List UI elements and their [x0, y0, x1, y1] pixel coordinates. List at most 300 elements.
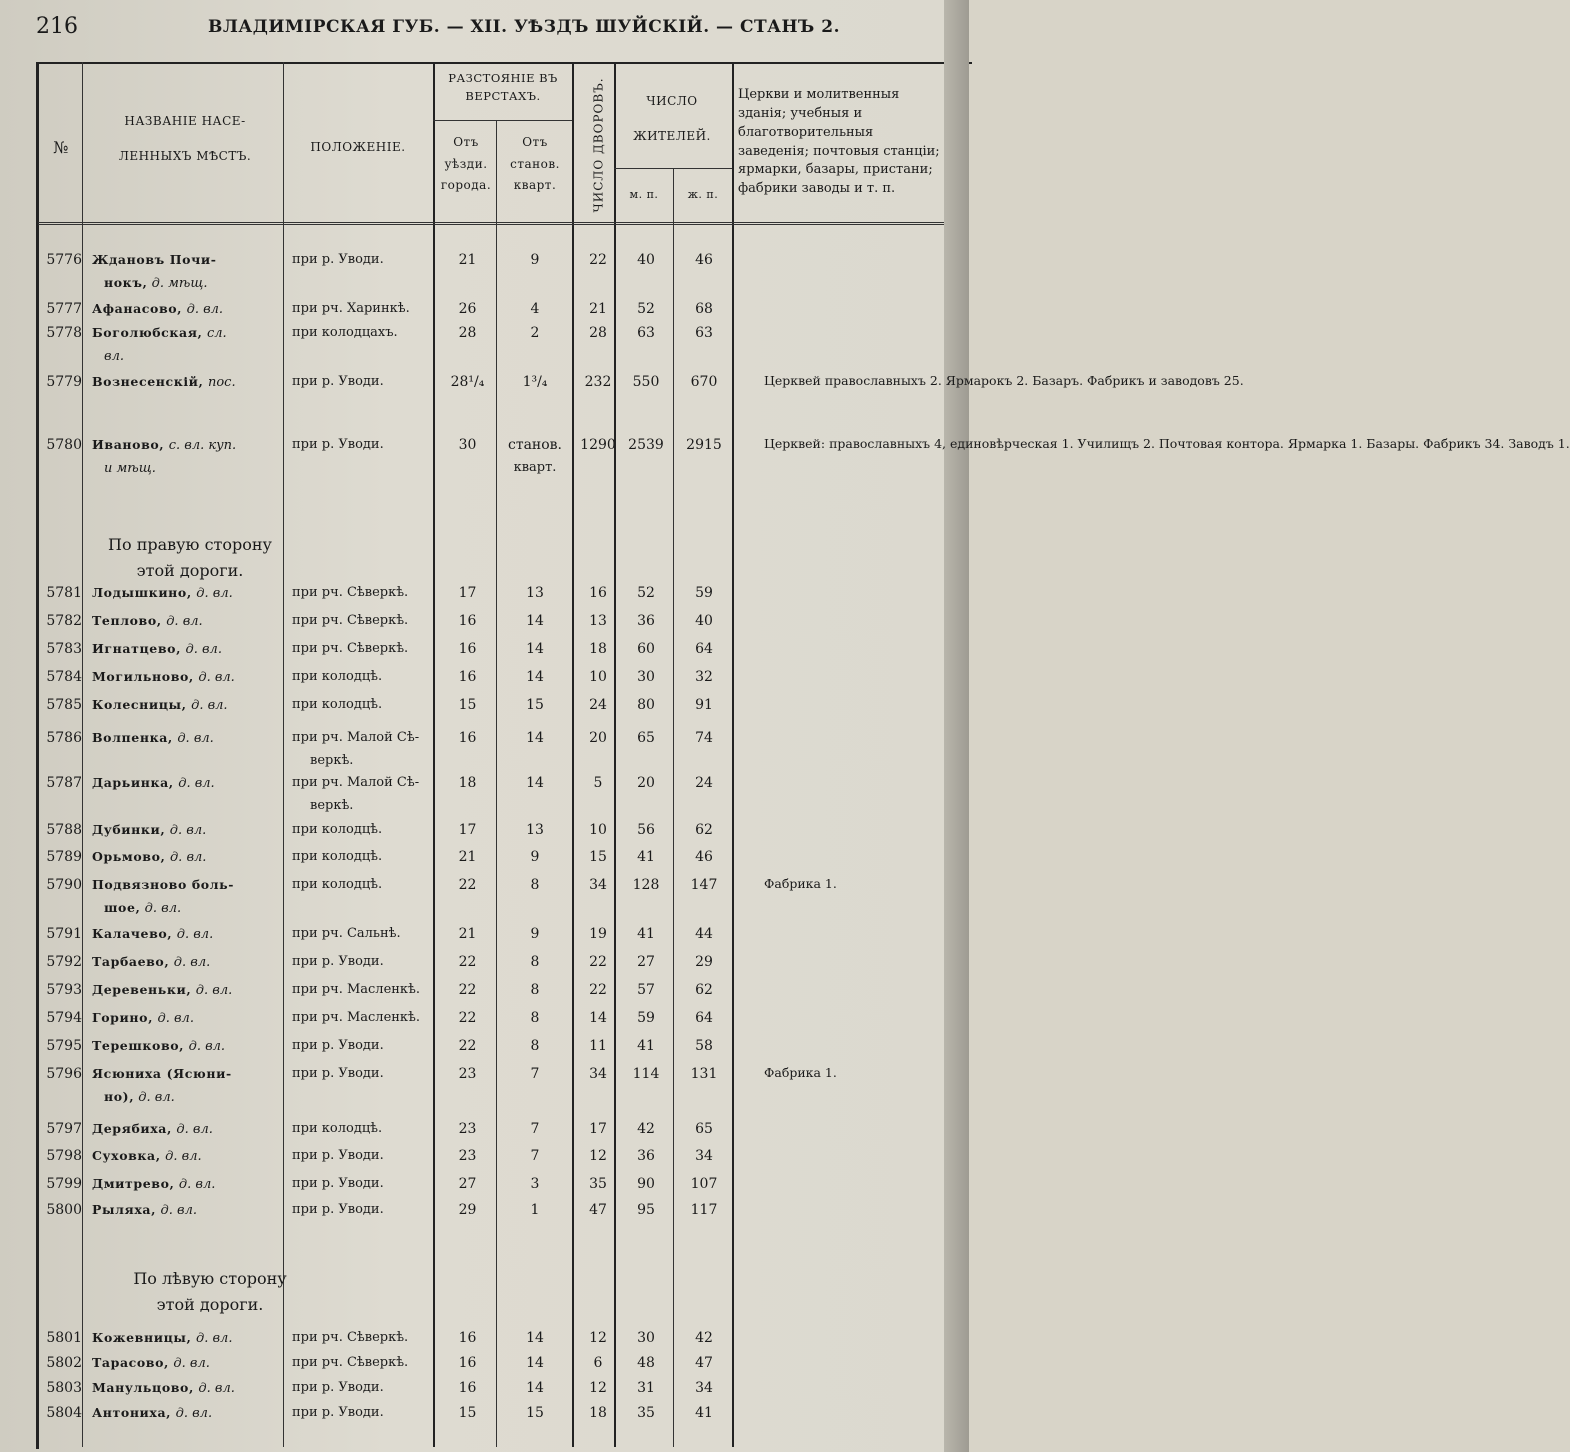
table-row-continuation [0, 798, 969, 820]
place-position: при колодцахъ. [292, 325, 398, 340]
place-name-text: Лодышкино, [92, 585, 192, 600]
place-position: при рч. Сѣверкѣ. [292, 1355, 409, 1370]
distance-town: 16 [458, 669, 477, 685]
section-left-side: По лѣвую сторону этой дороги. [133, 1269, 287, 1314]
place-name [92, 730, 282, 746]
place-type: д. вл. [195, 983, 233, 998]
place-name [92, 1202, 282, 1218]
row-number: 5793 [46, 982, 82, 998]
place-type: д. вл. [160, 1203, 198, 1218]
place-name [92, 926, 282, 942]
table-row-continuation [0, 460, 969, 482]
place-type-cont: д. вл. [144, 901, 182, 916]
header-num: № [53, 138, 69, 157]
distance-station: 1 [530, 1202, 540, 1218]
female-count: 65 [695, 1121, 713, 1137]
distance-town: 16 [458, 730, 477, 746]
place-name-text: Кожевницы, [92, 1330, 192, 1345]
male-count: 63 [637, 325, 655, 341]
female-count: 74 [695, 730, 713, 746]
place-position: при р. Уводи. [292, 374, 384, 389]
distance-town: 28 [458, 325, 477, 341]
notes: Фабрика 1. [764, 876, 837, 891]
running-title: ВЛАДИМІРСКАЯ ГУБ. — XII. УѢЗДЪ ШУЙСКІЙ. — СТАНЪ 2. [208, 17, 840, 37]
distance-station-cont: кварт. [513, 460, 557, 475]
place-position: при р. Уводи. [292, 1148, 384, 1163]
distance-station: 8 [530, 1038, 540, 1054]
place-name [92, 822, 282, 838]
table-row [0, 613, 969, 635]
male-count: 40 [637, 252, 655, 268]
distance-station: 7 [530, 1066, 540, 1082]
male-count: 65 [637, 730, 655, 746]
place-type: д. вл. [175, 1406, 213, 1421]
page-edge [944, 0, 969, 1452]
distance-town: 18 [458, 775, 477, 791]
place-name-text: Теплово, [92, 613, 162, 628]
place-name [92, 1148, 282, 1164]
distance-town: 23 [458, 1148, 477, 1164]
households: 34 [589, 877, 607, 893]
place-name [92, 982, 282, 998]
running-head [0, 12, 969, 42]
place-name-text: Могильново, [92, 669, 194, 684]
male-count: 57 [637, 982, 655, 998]
row-number: 5776 [46, 252, 82, 268]
place-type: д. вл. [195, 1331, 233, 1346]
row-number: 5797 [46, 1121, 82, 1137]
place-position: при колодцѣ. [292, 822, 383, 837]
place-type: д. вл. [178, 1177, 216, 1192]
row-number: 5804 [46, 1405, 82, 1421]
row-number: 5791 [46, 926, 82, 942]
header-notes: Церкви и молитвенныя зданія; учебныя и благотворительныя заведенія; почтовыя станціи; ярмарки, базары, пристани; фабрики заводы и т. п. [738, 87, 940, 197]
distance-town: 21 [458, 849, 477, 865]
table-row [0, 669, 969, 691]
distance-station: 14 [526, 613, 544, 629]
header-female: ж. п. [687, 188, 719, 201]
male-count: 128 [632, 877, 660, 893]
table-row [0, 697, 969, 719]
table-row [0, 301, 969, 323]
notes: Церквей: православныхъ 4, единовѣрческая 1. Училищъ 2. Почтовая контора. Ярмарка 1. Базары. Фабрикъ 34. Заводъ 1. [764, 436, 1570, 451]
notes: Церквей православныхъ 2. Ярмарокъ 2. Базаръ. Фабрикъ и заводовъ 25. [764, 373, 1244, 388]
place-type: д. вл. [169, 823, 207, 838]
place-name-text: Рыляха, [92, 1202, 157, 1217]
households: 12 [589, 1330, 607, 1346]
households: 12 [589, 1380, 607, 1396]
distance-station: 9 [530, 849, 540, 865]
female-count: 147 [690, 877, 718, 893]
female-count: 58 [695, 1038, 713, 1054]
row-number: 5799 [46, 1176, 82, 1192]
place-type: д. вл. [188, 1039, 226, 1054]
distance-station: 9 [530, 926, 540, 942]
place-position: при рч. Малой Сѣ- [292, 775, 420, 790]
table-row [0, 1330, 969, 1352]
table-row [0, 982, 969, 1004]
place-name [92, 849, 282, 865]
table-row [0, 325, 969, 347]
place-name-text: Колесницы, [92, 697, 187, 712]
female-count: 34 [695, 1380, 713, 1396]
table-row [0, 1202, 969, 1224]
table-row [0, 641, 969, 663]
place-type-cont: д. мѣщ. [151, 276, 208, 291]
place-position-cont: веркѣ. [310, 798, 354, 813]
female-count: 63 [695, 325, 713, 341]
place-name [92, 1330, 282, 1346]
page-number: 216 [36, 14, 78, 39]
distance-station: станов. [507, 437, 563, 453]
notes: Фабрика 1. [764, 1065, 837, 1080]
row-number: 5782 [46, 613, 82, 629]
place-position: при колодцѣ. [292, 669, 383, 684]
place-name [92, 1355, 282, 1371]
female-count: 46 [695, 252, 713, 268]
row-number: 5796 [46, 1066, 82, 1082]
row-number: 5790 [46, 877, 82, 893]
distance-town: 21 [458, 252, 477, 268]
place-type: пос. [207, 375, 236, 390]
male-count: 41 [637, 1038, 655, 1054]
place-type: д. вл. [177, 731, 214, 746]
female-count: 42 [695, 1330, 713, 1346]
female-count: 62 [695, 822, 713, 838]
place-type: д. вл. [173, 955, 211, 970]
male-count: 41 [637, 849, 655, 865]
place-position: при рч. Харинкѣ. [292, 301, 410, 316]
place-position: при р. Уводи. [292, 1066, 384, 1081]
distance-town: 16 [458, 1355, 477, 1371]
distance-station: 7 [530, 1121, 540, 1137]
distance-station: 8 [530, 982, 540, 998]
distance-town: 23 [458, 1121, 477, 1137]
distance-town: 22 [458, 982, 477, 998]
male-count: 550 [632, 374, 660, 390]
row-number: 5784 [46, 669, 82, 685]
place-name [92, 877, 282, 893]
table-row [0, 373, 1244, 396]
households: 34 [589, 1066, 607, 1082]
households: 12 [589, 1148, 607, 1164]
place-position: при р. Уводи. [292, 1380, 384, 1395]
row-number: 5781 [46, 585, 82, 601]
place-position: при р. Уводи. [292, 252, 384, 267]
row-number: 5780 [46, 437, 82, 453]
place-name [92, 697, 282, 713]
female-count: 117 [690, 1202, 718, 1218]
households: 14 [589, 1010, 607, 1026]
male-count: 2539 [628, 437, 664, 453]
place-name-text: Дерябиха, [92, 1121, 172, 1136]
place-name-text: Вознесенскій, [92, 374, 204, 389]
male-count: 30 [637, 1330, 655, 1346]
header-dist-town: Отъ уѣзди. города. [440, 135, 492, 193]
distance-town: 26 [458, 301, 477, 317]
female-count: 64 [695, 1010, 713, 1026]
place-name-text: Антониха, [92, 1405, 172, 1420]
place-name-text: Дубинки, [92, 822, 166, 837]
male-count: 27 [637, 954, 655, 970]
place-position: при р. Уводи. [292, 954, 384, 969]
households: 6 [593, 1355, 603, 1371]
distance-station: 4 [530, 301, 540, 317]
distance-station: 14 [526, 669, 544, 685]
distance-station: 7 [530, 1148, 540, 1164]
row-number: 5789 [46, 849, 82, 865]
male-count: 36 [637, 1148, 655, 1164]
table-row [0, 926, 969, 948]
place-name [92, 1176, 282, 1192]
distance-town: 21 [458, 926, 477, 942]
place-type-cont: вл. [104, 349, 124, 364]
distance-town: 22 [458, 1010, 477, 1026]
female-count: 41 [695, 1405, 713, 1421]
male-count: 52 [637, 585, 655, 601]
distance-town: 22 [458, 954, 477, 970]
households: 16 [589, 585, 607, 601]
place-name [92, 1010, 282, 1026]
households: 11 [589, 1038, 607, 1054]
place-name-text: Дарьинка, [92, 775, 174, 790]
distance-town: 16 [458, 613, 477, 629]
male-count: 41 [637, 926, 655, 942]
place-type: д. вл. [198, 670, 235, 685]
header-residents-group: ЧИСЛО ЖИТЕЛЕЙ. [633, 94, 711, 143]
table-row [0, 775, 969, 797]
place-name-text: Тарбаево, [92, 954, 170, 969]
row-number: 5795 [46, 1038, 82, 1054]
distance-station: 14 [526, 1380, 544, 1396]
households: 1290 [580, 437, 616, 453]
distance-station: 8 [530, 877, 540, 893]
place-position-cont: веркѣ. [310, 753, 354, 768]
place-name [92, 1380, 282, 1396]
female-count: 24 [695, 775, 713, 791]
households: 232 [584, 374, 612, 390]
row-number: 5778 [46, 325, 82, 341]
distance-station: 14 [526, 1330, 544, 1346]
place-position: при рч. Сѣверкѣ. [292, 1330, 409, 1345]
male-count: 59 [637, 1010, 655, 1026]
row-number: 5777 [46, 301, 82, 317]
distance-station: 15 [526, 1405, 544, 1421]
households: 47 [589, 1202, 607, 1218]
place-name [92, 252, 282, 268]
place-name-text: Ждановъ Почи- [92, 252, 217, 267]
households: 22 [589, 252, 607, 268]
place-type: д. вл. [173, 1356, 210, 1371]
place-name-text: Деревеньки, [92, 982, 192, 997]
distance-town: 15 [458, 1405, 477, 1421]
distance-town: 16 [458, 1330, 477, 1346]
place-name-text: Дмитрево, [92, 1176, 175, 1191]
place-name-text: Тарасово, [92, 1355, 169, 1370]
table-row [0, 1010, 969, 1032]
female-count: 64 [695, 641, 713, 657]
table-row [0, 877, 969, 899]
place-name-cont-text: нокъ, [104, 275, 148, 290]
table-row [0, 822, 969, 844]
row-number: 5802 [46, 1355, 82, 1371]
male-count: 35 [637, 1405, 655, 1421]
place-position: при рч. Сѣверкѣ. [292, 585, 409, 600]
place-position: при р. Уводи. [292, 437, 384, 452]
female-count: 40 [695, 613, 713, 629]
place-type: д. вл. [176, 1122, 213, 1137]
female-count: 47 [695, 1355, 713, 1371]
male-count: 95 [637, 1202, 655, 1218]
table-row [0, 1066, 969, 1088]
table-row-continuation [0, 348, 969, 370]
place-type: д. вл. [185, 642, 222, 657]
distance-station: 13 [526, 822, 544, 838]
distance-station: 15 [526, 697, 544, 713]
distance-station: 9 [530, 252, 540, 268]
place-position: при рч. Сѣверкѣ. [292, 613, 409, 628]
header-bottom-rule [38, 222, 944, 225]
male-count: 60 [637, 641, 655, 657]
place-type: д. вл. [157, 1011, 194, 1026]
row-number: 5783 [46, 641, 82, 657]
distance-town: 17 [458, 822, 477, 838]
female-count: 2915 [686, 437, 722, 453]
table-row [0, 954, 969, 976]
header-distance-group: РАЗСТОЯНІЕ ВЪ ВЕРСТАХЪ. [448, 71, 558, 103]
place-name [92, 1121, 282, 1137]
place-name-cont [104, 348, 294, 364]
place-type: д. вл. [166, 614, 203, 629]
table-row [0, 730, 969, 752]
place-type: д. вл. [196, 586, 233, 601]
distance-station: 14 [526, 775, 544, 791]
households: 19 [589, 926, 607, 942]
female-count: 670 [690, 374, 718, 390]
place-name-text: Игнатцево, [92, 641, 182, 656]
place-name-text: Подвязново боль- [92, 877, 234, 892]
place-position: при колодцѣ. [292, 697, 383, 712]
row-number: 5779 [46, 374, 82, 390]
header-dist-station: Отъ станов. кварт. [510, 135, 560, 193]
place-name [92, 954, 282, 970]
header-households: ЧИСЛО ДВОРОВЪ. [592, 77, 607, 213]
place-name-text: Орьмово, [92, 849, 166, 864]
place-name-cont [104, 900, 294, 916]
place-type: д. вл. [169, 850, 207, 865]
table-row [0, 1148, 969, 1170]
place-name [92, 775, 282, 791]
place-name [92, 374, 282, 390]
distance-station: 1³/₄ [522, 374, 548, 390]
table-row [0, 849, 969, 871]
place-name-text: Ясюниха (Ясюни- [92, 1066, 232, 1081]
place-name-cont [104, 460, 294, 476]
households: 13 [589, 613, 607, 629]
male-count: 36 [637, 613, 655, 629]
row-number: 5787 [46, 775, 82, 791]
distance-town: 28¹/₄ [450, 374, 485, 390]
male-count: 90 [637, 1176, 655, 1192]
table-row-continuation [0, 1089, 969, 1111]
households: 20 [589, 730, 607, 746]
place-position: при р. Уводи. [292, 1405, 384, 1420]
place-name [92, 301, 282, 317]
households: 22 [589, 982, 607, 998]
place-type: д. вл. [198, 1381, 235, 1396]
table-row-continuation [0, 900, 969, 922]
distance-town: 16 [458, 1380, 477, 1396]
table-row [0, 1176, 969, 1198]
households: 10 [589, 669, 607, 685]
table-row [0, 1405, 969, 1427]
distance-station: 3 [530, 1176, 540, 1192]
place-position: при колодцѣ. [292, 1121, 383, 1136]
row-number: 5801 [46, 1330, 82, 1346]
female-count: 29 [695, 954, 713, 970]
distance-town: 15 [458, 697, 477, 713]
female-count: 59 [695, 585, 713, 601]
place-position: при рч. Масленкѣ. [292, 982, 421, 997]
place-position: при рч. Сѣверкѣ. [292, 641, 409, 656]
distance-town: 16 [458, 641, 477, 657]
households: 22 [589, 954, 607, 970]
female-count: 34 [695, 1148, 713, 1164]
table-row [0, 1121, 969, 1143]
section-right-side: По правую сторону этой дороги. [108, 535, 272, 580]
place-name-cont-text: но), [104, 1089, 135, 1104]
header-male: м. п. [629, 188, 659, 201]
female-count: 32 [695, 669, 713, 685]
male-count: 31 [637, 1380, 655, 1396]
place-name-text: Терешково, [92, 1038, 185, 1053]
place-name [92, 1066, 282, 1082]
distance-station: 2 [530, 325, 540, 341]
distance-town: 23 [458, 1066, 477, 1082]
place-name-text: Суховка, [92, 1148, 161, 1163]
distance-town: 22 [458, 877, 477, 893]
row-number: 5786 [46, 730, 82, 746]
row-number: 5800 [46, 1202, 82, 1218]
place-type: д. вл. [178, 776, 215, 791]
households: 24 [589, 697, 607, 713]
distance-town: 22 [458, 1038, 477, 1054]
header-rule [433, 120, 572, 121]
households: 18 [589, 1405, 607, 1421]
place-name-cont-text: шое, [104, 900, 141, 915]
distance-station: 14 [526, 1355, 544, 1371]
female-count: 62 [695, 982, 713, 998]
place-type: д. вл. [186, 302, 224, 317]
distance-town: 30 [458, 437, 477, 453]
place-type-cont: и мѣщ. [104, 461, 156, 476]
place-name-text: Иваново, [92, 437, 165, 452]
place-type: д. вл. [165, 1149, 202, 1164]
distance-station: 14 [526, 730, 544, 746]
place-name-cont [104, 1089, 294, 1105]
female-count: 68 [695, 301, 713, 317]
place-name [92, 1405, 282, 1421]
place-name-text: Боголюбская, [92, 325, 203, 340]
place-name [92, 1038, 282, 1054]
place-position: при рч. Сальнѣ. [292, 926, 401, 941]
households: 18 [589, 641, 607, 657]
place-name [92, 325, 282, 341]
distance-town: 17 [458, 585, 477, 601]
place-name-text: Манульцово, [92, 1380, 194, 1395]
female-count: 107 [690, 1176, 718, 1192]
place-position: при колодцѣ. [292, 877, 383, 892]
